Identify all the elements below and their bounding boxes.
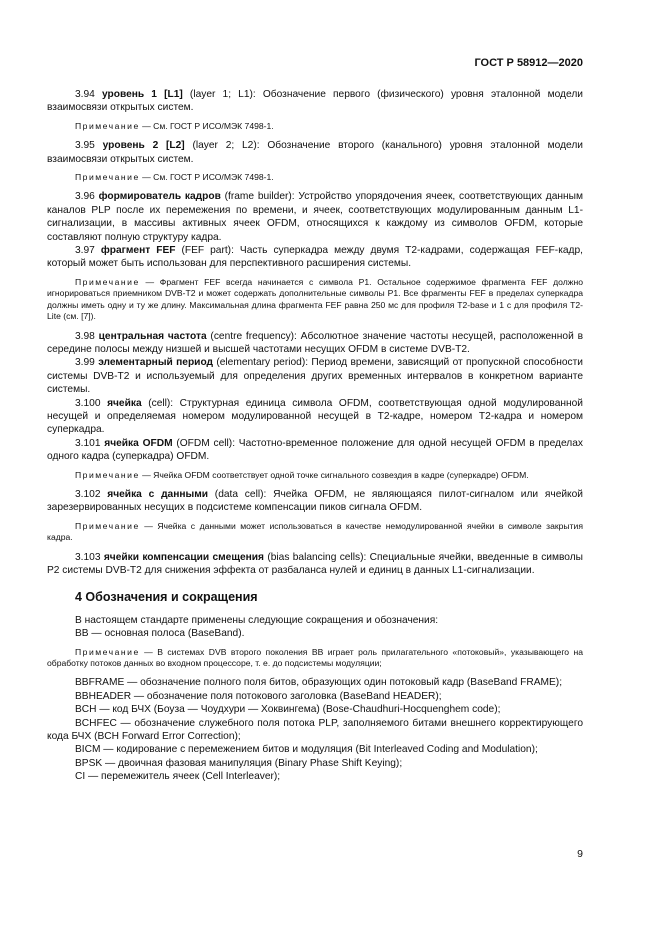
page-number: 9 bbox=[577, 848, 583, 860]
abbr-bicm: BICM — кодирование с перемежением битов и модуляция (Bit Interleaved Coding and Modulation); bbox=[75, 744, 538, 756]
term-3-101: 3.101 ячейка OFDM (OFDM cell): Частотно-временное положение для одной несущей OFDM в пределах одного кадра (суперкадра) OFDM. bbox=[47, 437, 584, 463]
note-3-101: Примечание — Ячейка OFDM соответствует одной точке сигнального созвездия в кадре (суперкадре) OFDM. bbox=[75, 469, 529, 480]
abbr-bb: BB — основная полоса (BaseBand). bbox=[75, 628, 245, 640]
term-3-96: 3.96 формирователь кадров (frame builder): Устройство упорядочения ячеек, соответствующих данным каналов PLP после их перемежения по времени, и ячеек, соответствующих модулированным данным L1-сигнализации, в массивы активных ячеек OFDM, относящихся к каждому из символов OFDM, которые составляют полную структуру кадра. bbox=[47, 191, 583, 243]
note-3-94: Примечание — См. ГОСТ Р ИСО/МЭК 7498-1. bbox=[75, 120, 274, 131]
note-3-95: Примечание — См. ГОСТ Р ИСО/МЭК 7498-1. bbox=[75, 172, 274, 183]
term-3-97: 3.97 фрагмент FEF (FEF part): Часть суперкадра между двумя T2-кадрами, содержащая FEF-кадр, который может быть использован для перспективного расширения системы. bbox=[47, 245, 583, 270]
note-3-102: Примечание — Ячейка с данными может использоваться в качестве немодулированной ячейки в символе закрытия кадра. bbox=[47, 520, 584, 543]
abbr-bch: BCH — код БЧХ (Боуза — Чоудхури — Хоквингема) (Bose-Chaudhuri-Hocquenghem code); bbox=[75, 704, 501, 716]
term-3-94: 3.94 уровень 1 [L1] (layer 1; L1): Обозначение первого (физического) уровня эталонной модели взаимосвязи открытых систем. bbox=[47, 89, 583, 114]
term-3-103: 3.103 ячейки компенсации смещения (bias balancing cells): Специальные ячейки, введенные в символы P2 системы DVB-T2 для снижения эффекта от разбаланса нулей и единиц в данных L1-сигнализации. bbox=[47, 551, 583, 576]
term-3-102: 3.102 ячейка с данными (data cell): Ячейка OFDM, не являющаяся пилот-сигналом или ячейкой зарезервированных несущих в подсистеме компенсации пиков сигнала OFDM. bbox=[47, 488, 583, 514]
term-3-99: 3.99 элементарный период (elementary period): Период времени, зависящий от пропускной способности системы DVB-T2 и используемый для определения других временных интервалов в конкретном варианте системы. bbox=[47, 357, 583, 396]
abbr-bpsk: BPSK — двоичная фазовая манипуляция (Binary Phase Shift Keying); bbox=[75, 757, 403, 769]
term-3-95: 3.95 уровень 2 [L2] (layer 2; L2): Обозначение второго (канального) уровня эталонной модели взаимосвязи открытых систем. bbox=[47, 140, 583, 165]
note-bb: Примечание — В системах DVB второго поколения BB играет роль прилагательного «потоковый», указывающего на обработку потоков данных во входном процессоре, т. е. до подсистемы модуляции; bbox=[47, 646, 583, 669]
term-3-98: 3.98 центральная частота (centre frequency): Абсолютное значение частоты несущей, расположенной в середине полосы между низшей и высшей частотами несущих OFDM в системе DVB-T2. bbox=[47, 330, 583, 355]
section-4-intro: В настоящем стандарте применены следующие сокращения и обозначения: bbox=[75, 614, 439, 626]
abbr-bbheader: BBHEADER — обозначение поля потокового заголовка (BaseBand HEADER); bbox=[75, 690, 442, 702]
abbr-bbframe: BBFRAME — обозначение полного поля битов, образующих один потоковый кадр (BaseBand FRAME); bbox=[75, 677, 563, 689]
document-code: ГОСТ Р 58912—2020 bbox=[474, 57, 583, 69]
note-3-97: Примечание — Фрагмент FEF всегда начинается с символа P1. Остальное содержимое фрагмента FEF должно игнорироваться приемником DVB-T2 и может содержать дополнительные символы P1. Все фрагменты FEF в пределах суперкадра должны иметь одну и ту же длину. Максимальная длина фрагмента FEF равна 250 мс для профиля T2-base и 1 с для профиля T2-Lite (см. [7]). bbox=[47, 276, 583, 322]
section-4-heading: 4 Обозначения и сокращения bbox=[75, 590, 258, 605]
document-body bbox=[47, 88, 583, 784]
abbr-ci: CI — перемежитель ячеек (Cell Interleaver); bbox=[75, 771, 281, 783]
term-3-100: 3.100 ячейка (cell): Структурная единица символа OFDM, соответствующая одной модулированной несущей и определяемая номером модулированной несущей в T2-кадре, номером T2-кадра и номером суперкадра. bbox=[47, 397, 583, 436]
abbr-bchfec: BCHFEC — обозначение служебного поля потока PLP, заполняемого битами внешнего корректирующего кода БЧХ (BCH Forward Error Correction); bbox=[47, 717, 583, 743]
